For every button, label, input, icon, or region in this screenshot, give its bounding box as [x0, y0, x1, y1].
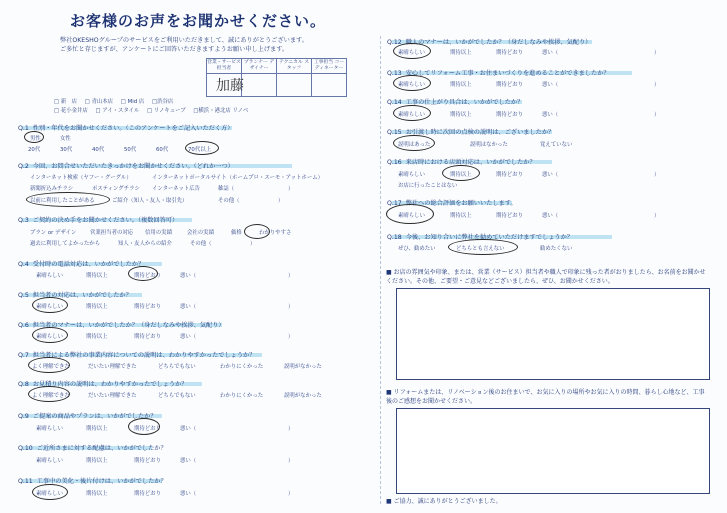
- question-text: 担当者の対応は、いかがでしたか？: [32, 292, 132, 299]
- option: ）: [288, 304, 294, 310]
- option[interactable]: だいたい理解できた: [88, 393, 137, 399]
- staff-cell[interactable]: [312, 74, 347, 97]
- question-number: Q.5: [18, 292, 29, 299]
- option[interactable]: 悪い（: [180, 491, 197, 497]
- q12-options: [398, 48, 659, 56]
- question-number: Q.13: [387, 70, 402, 77]
- option[interactable]: 女性: [60, 136, 71, 142]
- option: ）: [654, 213, 660, 219]
- question-number: Q.17: [387, 200, 402, 207]
- option[interactable]: 期待以上: [450, 82, 472, 88]
- option[interactable]: 期待どおり: [496, 50, 523, 56]
- question-text: ご近所さまに対する配慮は、いかがでしたか？: [36, 445, 167, 452]
- answer-circle: [32, 327, 68, 343]
- service-checkboxes: [54, 98, 254, 115]
- option: ）: [278, 198, 284, 204]
- option[interactable]: 期待以上: [86, 334, 108, 340]
- option[interactable]: 期待以上: [450, 213, 472, 219]
- option[interactable]: 悪い（: [180, 334, 197, 340]
- question-number: Q.6: [18, 322, 29, 329]
- option[interactable]: 素晴らしい: [398, 172, 425, 178]
- option[interactable]: 新聞折込みチラシ: [30, 186, 74, 192]
- option[interactable]: よく理解できた: [32, 364, 70, 370]
- q8-options: [32, 391, 322, 399]
- page-title: お客様のお声をお聞かせください。: [70, 12, 327, 30]
- option[interactable]: ポスティングチラシ: [92, 186, 140, 192]
- option[interactable]: 期待以上: [450, 112, 472, 118]
- option: ）: [654, 50, 660, 56]
- option[interactable]: 期待以上: [450, 50, 472, 56]
- option[interactable]: 期待以上: [86, 304, 108, 310]
- question-q10: [18, 443, 167, 452]
- question-number: Q.11: [18, 478, 33, 485]
- comment-box-1[interactable]: [396, 288, 710, 380]
- q5-options: [36, 302, 293, 310]
- question-text: 担当者による弊社の事業内容についての説明は、わかりやすかったでしょうか？: [32, 352, 256, 359]
- q2-row2: [30, 184, 293, 192]
- option[interactable]: プラン or デザイン: [30, 230, 77, 236]
- question-number: Q.2: [18, 163, 29, 170]
- question-text: 工事の仕上がり具合は、いかがでしたか？: [405, 99, 524, 106]
- answer-circle: [393, 135, 435, 151]
- q7-options: [32, 362, 322, 370]
- option[interactable]: 期待どおり: [134, 273, 161, 279]
- intro-line: 弊社OKESHOグループのサービスをご利用いただきまして、誠にありがとうございます。: [60, 37, 308, 44]
- option[interactable]: 説明はなかった: [470, 142, 508, 148]
- question-number: Q.15: [387, 129, 402, 136]
- staff-cell[interactable]: [277, 74, 312, 97]
- option[interactable]: 知人・友人からの紹介: [118, 241, 172, 247]
- option[interactable]: 期待以上: [86, 273, 108, 279]
- q9-options: [36, 424, 293, 432]
- q16-extra: [398, 181, 457, 189]
- question-text: 受付時の電話対応は、いかがでしたか？: [32, 261, 145, 268]
- question-number: Q.14: [387, 99, 402, 106]
- option[interactable]: その他（: [218, 198, 240, 204]
- option[interactable]: 悪い（: [180, 426, 197, 432]
- checkbox-option[interactable]: □渋谷店: [152, 99, 174, 105]
- comment-box-2[interactable]: [396, 408, 710, 494]
- staff-header: テクニカル スタッフ: [277, 59, 312, 74]
- option: ）: [654, 112, 660, 118]
- answer-circle: [442, 165, 480, 181]
- answer-circle: [32, 484, 68, 500]
- option[interactable]: 期待どおり: [134, 304, 161, 310]
- checkbox-option[interactable]: □ 新 店: [54, 99, 77, 105]
- comment-label-text: リフォームまたは、リノベーション後のお住まいで、お気に入りの場所やお気に入りの時間、暮らし心地など、工事後のご感想をお聞かせください。: [386, 389, 705, 405]
- question-text: 安心してリフォーム工事・お住まいづくりを進めることができましたか？: [405, 70, 610, 77]
- checkbox-option[interactable]: □ 花小金井店: [54, 107, 88, 114]
- option[interactable]: 期待どおり: [134, 334, 161, 340]
- option[interactable]: わかりやすさ: [259, 230, 292, 236]
- option[interactable]: 30代: [60, 147, 73, 153]
- question-q5: [18, 290, 132, 299]
- staff-header: 工事担当 コーディネーター: [312, 59, 347, 74]
- intro-line: ご多忙と存じますが、アンケートにご回答いただきますようお願い申し上げます。: [60, 46, 289, 53]
- option[interactable]: 40代: [92, 147, 105, 153]
- question-number: Q.7: [18, 352, 29, 359]
- option: ）: [288, 273, 294, 279]
- question-text: 性別・年代をお聞かせください。（このアンケートをご記入いただく方）: [32, 125, 234, 132]
- question-q2: [18, 161, 234, 170]
- option[interactable]: 覚えていない: [540, 142, 573, 148]
- option[interactable]: 素晴らしい: [398, 50, 425, 56]
- option[interactable]: 素晴らしい: [36, 458, 63, 464]
- answer-circle: [28, 386, 70, 402]
- option[interactable]: 期待どおり: [496, 213, 523, 219]
- option[interactable]: インターネットポータルサイト（ホームプロ・スーモ・アットホーム）: [152, 175, 323, 181]
- option[interactable]: 素晴らしい: [36, 491, 63, 497]
- option[interactable]: 悪い（: [180, 304, 197, 310]
- question-number: Q.12: [387, 39, 402, 46]
- question-q3: [18, 215, 178, 224]
- option[interactable]: 20代: [28, 147, 41, 153]
- option[interactable]: 期待どおり: [134, 491, 161, 497]
- option[interactable]: 素晴らしい: [398, 213, 425, 219]
- comment-box-1-label: ■ お店の雰囲気や印象、または、営業（サービス）担当者や職人で印象に残った者がおりましたら、お名前をお聞かせください。その他、ご要望・ご意見などございましたら、ぜひ、お聞かせください。: [386, 269, 706, 285]
- question-text: 今回、お問合せいただいたきっかけをお聞かせください。（どれか一つ）: [32, 163, 234, 170]
- option[interactable]: 素晴らしい: [36, 273, 63, 279]
- option: ）: [654, 172, 660, 178]
- option[interactable]: 信用の実績: [145, 230, 172, 236]
- option[interactable]: 期待どおり: [496, 82, 523, 88]
- option[interactable]: 素晴らしい: [36, 304, 63, 310]
- comment-label-text: お店の雰囲気や印象、または、営業（サービス）担当者や職人で印象に残った者がおりましたら、お名前をお聞かせください。その他、ご要望・ご意見などございましたら、ぜひ、お聞かせください。: [386, 269, 706, 285]
- answer-circle: [128, 418, 160, 435]
- checkbox-option[interactable]: □ アイ・スタイル: [95, 107, 140, 114]
- q17-options: [398, 211, 659, 219]
- option[interactable]: 説明がなかった: [284, 393, 322, 399]
- option[interactable]: 60代: [156, 147, 169, 153]
- option[interactable]: 期待以上: [86, 491, 108, 497]
- question-number: Q.4: [18, 261, 29, 268]
- question-text: 今後、お知り合いに弊社を勧めていただけますでしょうか？: [405, 234, 573, 241]
- option[interactable]: 営業担当者の対応: [90, 230, 134, 236]
- option[interactable]: わかりにくかった: [220, 364, 264, 370]
- q4-options: [36, 271, 293, 279]
- answer-circle: [185, 141, 219, 155]
- option[interactable]: 期待どおり: [496, 112, 523, 118]
- question-text: ご契約の決め手をお聞かせください。（複数回答可）: [32, 217, 179, 224]
- option: ）: [654, 82, 660, 88]
- question-text: 弊社への総合評価をお願いいたします。: [405, 200, 517, 207]
- option[interactable]: お店に行ったことはない: [398, 183, 458, 189]
- option[interactable]: 悪い（: [542, 112, 559, 118]
- question-number: Q.10: [18, 445, 33, 452]
- checkbox-option[interactable]: □ リノキューブ: [147, 107, 186, 114]
- option[interactable]: 悪い（: [542, 50, 559, 56]
- checkbox-option[interactable]: □ 青山本店: [84, 99, 114, 105]
- question-text: 来店時における店頭対応は、いかがでしたか？: [405, 159, 536, 166]
- question-text: 職人のマナーは、いかがでしたか？（身だしなみや挨拶、気配り）: [405, 39, 592, 46]
- option: ）: [250, 241, 256, 247]
- question-text: 工事中の美化・後片付けは、いかがでしたか？: [36, 478, 167, 485]
- option[interactable]: 素晴らしい: [398, 112, 425, 118]
- q1-age: [28, 145, 211, 153]
- option[interactable]: ご紹介（知人・友人・取引先）: [112, 198, 188, 204]
- answer-circle: [448, 239, 518, 255]
- column-divider: [380, 36, 381, 504]
- option: ）: [288, 426, 294, 432]
- q3-row2: [30, 239, 255, 247]
- footer-text: ご協力、誠にありがとうございました。: [393, 498, 502, 505]
- intro-text: [60, 36, 308, 54]
- answer-circle: [28, 357, 70, 373]
- answer-circle: [386, 204, 434, 224]
- staff-header: プランナー デザイナー: [242, 59, 277, 74]
- answer-circle: [24, 131, 44, 143]
- option[interactable]: 勧めたくない: [540, 246, 573, 252]
- option[interactable]: 期待どおり: [134, 458, 161, 464]
- option[interactable]: 70代以上: [188, 147, 212, 153]
- checkbox-option[interactable]: □横浜・港北店 リノベ: [193, 107, 249, 114]
- answer-circle: [244, 224, 270, 239]
- option: ）: [288, 491, 294, 497]
- q10-options: [36, 456, 293, 464]
- question-text: お見積り内容の説明は、わかりやすかったでしょうか？: [32, 381, 188, 388]
- q2-row1: [30, 173, 323, 181]
- option[interactable]: 期待以上: [450, 172, 472, 178]
- option[interactable]: 期待どおり: [134, 426, 161, 432]
- option[interactable]: インターネット検索（ヤフー・グーグル）: [30, 175, 132, 181]
- option[interactable]: 以前に利用したことがある: [30, 198, 95, 204]
- option[interactable]: ぜひ、勧めたい: [398, 246, 436, 252]
- q13-options: [398, 80, 659, 88]
- question-text: お引渡し時に次回の点検の説明は、ございましたか？: [405, 129, 555, 136]
- option[interactable]: その他（: [190, 241, 212, 247]
- answer-circle: [393, 43, 431, 59]
- option[interactable]: だいたい理解できた: [88, 364, 137, 370]
- option[interactable]: どちらとも言えない: [456, 246, 505, 252]
- q11-options: [36, 489, 293, 497]
- option[interactable]: 素晴らしい: [36, 426, 63, 432]
- option[interactable]: わかりにくかった: [220, 393, 264, 399]
- answer-circle: [393, 105, 431, 121]
- answer-circle: [128, 266, 158, 281]
- option: ）: [288, 334, 294, 340]
- option[interactable]: 雑誌（: [218, 186, 235, 192]
- option[interactable]: 説明がなかった: [284, 364, 322, 370]
- staff-cell[interactable]: [242, 74, 277, 97]
- question-number: Q.3: [18, 217, 29, 224]
- question-number: Q.16: [387, 159, 402, 166]
- option[interactable]: 過去に利用してよかったから: [30, 241, 101, 247]
- option[interactable]: 悪い（: [542, 82, 559, 88]
- option[interactable]: どちらでもない: [158, 393, 196, 399]
- question-number: Q.9: [18, 413, 29, 420]
- option[interactable]: 期待以上: [86, 426, 108, 432]
- question-q1: [18, 123, 234, 132]
- option[interactable]: 説明はあった: [398, 142, 431, 148]
- option[interactable]: インターネット広告: [152, 186, 201, 192]
- option[interactable]: 価格: [231, 230, 242, 236]
- handwritten-signature: 加藤: [216, 78, 244, 94]
- option[interactable]: 悪い（: [542, 213, 559, 219]
- question-number: Q.8: [18, 381, 29, 388]
- question-text: ご提案の商品やプランは、いかがでしたか？: [32, 413, 157, 420]
- option[interactable]: どちらでもない: [158, 364, 196, 370]
- option[interactable]: 悪い（: [542, 172, 559, 178]
- footer-thanks: ■ ご協力、誠にありがとうございました。: [386, 498, 502, 505]
- option[interactable]: 男性: [30, 136, 41, 142]
- option[interactable]: 期待どおり: [496, 172, 523, 178]
- question-q11: [18, 476, 167, 485]
- option[interactable]: 会社の実績: [187, 230, 214, 236]
- option[interactable]: 悪い（: [180, 273, 197, 279]
- option: ）: [288, 458, 294, 464]
- comment-box-2-label: ■ リフォームまたは、リノベーション後のお住まいで、お気に入りの場所やお気に入りの時間、暮らし心地など、工事後のご感想をお聞かせください。: [386, 389, 705, 405]
- answer-circle: [26, 192, 110, 207]
- answer-circle: [32, 297, 68, 313]
- q6-options: [36, 332, 293, 340]
- question-text: 担当者のマナーは、いかがでしたか？（身だしなみや挨拶、気配り）: [32, 322, 225, 329]
- option[interactable]: 50代: [124, 147, 137, 153]
- option[interactable]: 悪い（: [180, 458, 197, 464]
- q16-options: [398, 170, 659, 178]
- option[interactable]: 素晴らしい: [36, 334, 63, 340]
- option[interactable]: よく理解できた: [32, 393, 70, 399]
- q14-options: [398, 110, 659, 118]
- answer-circle: [393, 75, 431, 91]
- question-number: Q.18: [387, 234, 402, 241]
- option[interactable]: 素晴らしい: [398, 82, 425, 88]
- question-number: Q.1: [18, 125, 29, 132]
- option[interactable]: 期待以上: [86, 458, 108, 464]
- question-q4: [18, 259, 144, 268]
- checkbox-option[interactable]: □ Mid 店: [120, 99, 145, 105]
- staff-header: 営業・サービス担当者: [207, 59, 242, 74]
- option: ）: [288, 186, 294, 192]
